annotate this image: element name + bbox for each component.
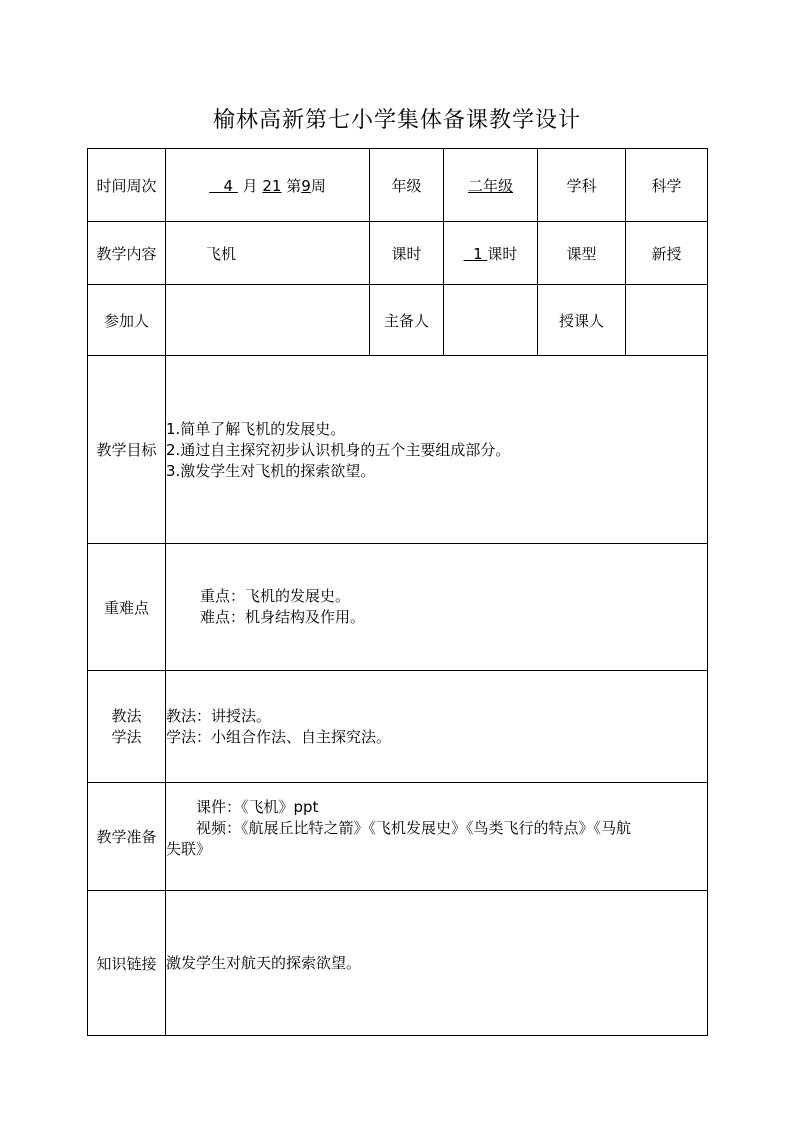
preparation-line: 视频：《航展丘比特之箭》《飞机发展史》《鸟类飞行的特点》《马航 — [196, 819, 632, 837]
week-unit: 周 — [310, 176, 326, 195]
month-unit: 月 — [242, 176, 258, 195]
type-value: 新授 — [626, 222, 708, 285]
row-time — [88, 149, 708, 222]
teacher-value — [626, 285, 708, 356]
week-value: 9 — [301, 176, 311, 195]
day-value: 21 — [262, 176, 282, 195]
content-label: 教学内容 — [88, 222, 166, 285]
teacher-label: 授课人 — [538, 285, 626, 356]
methods-label — [88, 671, 166, 783]
participants-label: 参加人 — [88, 285, 166, 356]
preparation-line: 失联》 — [166, 840, 212, 858]
methods-content — [166, 671, 708, 783]
month-value: 4 — [223, 176, 234, 195]
row-knowledge-link — [88, 891, 708, 1036]
key-points-content — [166, 544, 708, 671]
week-prefix: 第 — [286, 176, 302, 195]
preparation-label: 教学准备 — [88, 783, 166, 891]
period-label: 课时 — [370, 222, 444, 285]
row-preparation — [88, 783, 708, 891]
type-label: 课型 — [538, 222, 626, 285]
knowledge-link-content: 激发学生对航天的探索欲望。 — [166, 891, 708, 1036]
preparation-content — [166, 783, 708, 891]
subject-value: 科学 — [626, 149, 708, 222]
goal-line: 1.简单了解飞机的发展史。 — [166, 420, 346, 438]
grade-value: 二年级 — [444, 149, 538, 222]
row-key-points — [88, 544, 708, 671]
lead-label: 主备人 — [370, 285, 444, 356]
learning-method-label: 学法 — [111, 727, 142, 746]
knowledge-link-label: 知识链接 — [88, 891, 166, 1036]
row-participants — [88, 285, 708, 356]
participants-value — [166, 285, 370, 356]
goal-line: 2.通过自主探究初步认识机身的五个主要组成部分。 — [166, 441, 511, 459]
goals-label: 教学目标 — [88, 356, 166, 544]
key-point-line: 难点：机身结构及作用。 — [200, 608, 366, 626]
period-count: 1 — [473, 244, 483, 263]
time-value — [166, 149, 370, 222]
key-point-line: 重点：飞机的发展史。 — [200, 587, 351, 605]
period-unit: 课时 — [487, 244, 518, 263]
subject-label: 学科 — [538, 149, 626, 222]
teaching-method-label: 教法 — [111, 706, 142, 725]
goals-content — [166, 356, 708, 544]
goal-line: 3.激发学生对飞机的探索欲望。 — [166, 462, 376, 480]
grade-label: 年级 — [370, 149, 444, 222]
period-value — [444, 222, 538, 285]
method-line: 学法：小组合作法、自主探究法。 — [166, 727, 392, 746]
key-points-label: 重难点 — [88, 544, 166, 671]
row-methods — [88, 671, 708, 783]
row-content — [88, 222, 708, 285]
method-line: 教法：讲授法。 — [166, 706, 272, 725]
lead-value — [444, 285, 538, 356]
time-label: 时间周次 — [88, 149, 166, 222]
content-value: 飞机 — [166, 222, 370, 285]
preparation-line: 课件：《飞机》ppt — [196, 798, 319, 816]
row-goals — [88, 356, 708, 544]
document-title: 榆林高新第七小学集体备课教学设计 — [212, 108, 581, 133]
lesson-plan-table — [87, 148, 708, 1036]
